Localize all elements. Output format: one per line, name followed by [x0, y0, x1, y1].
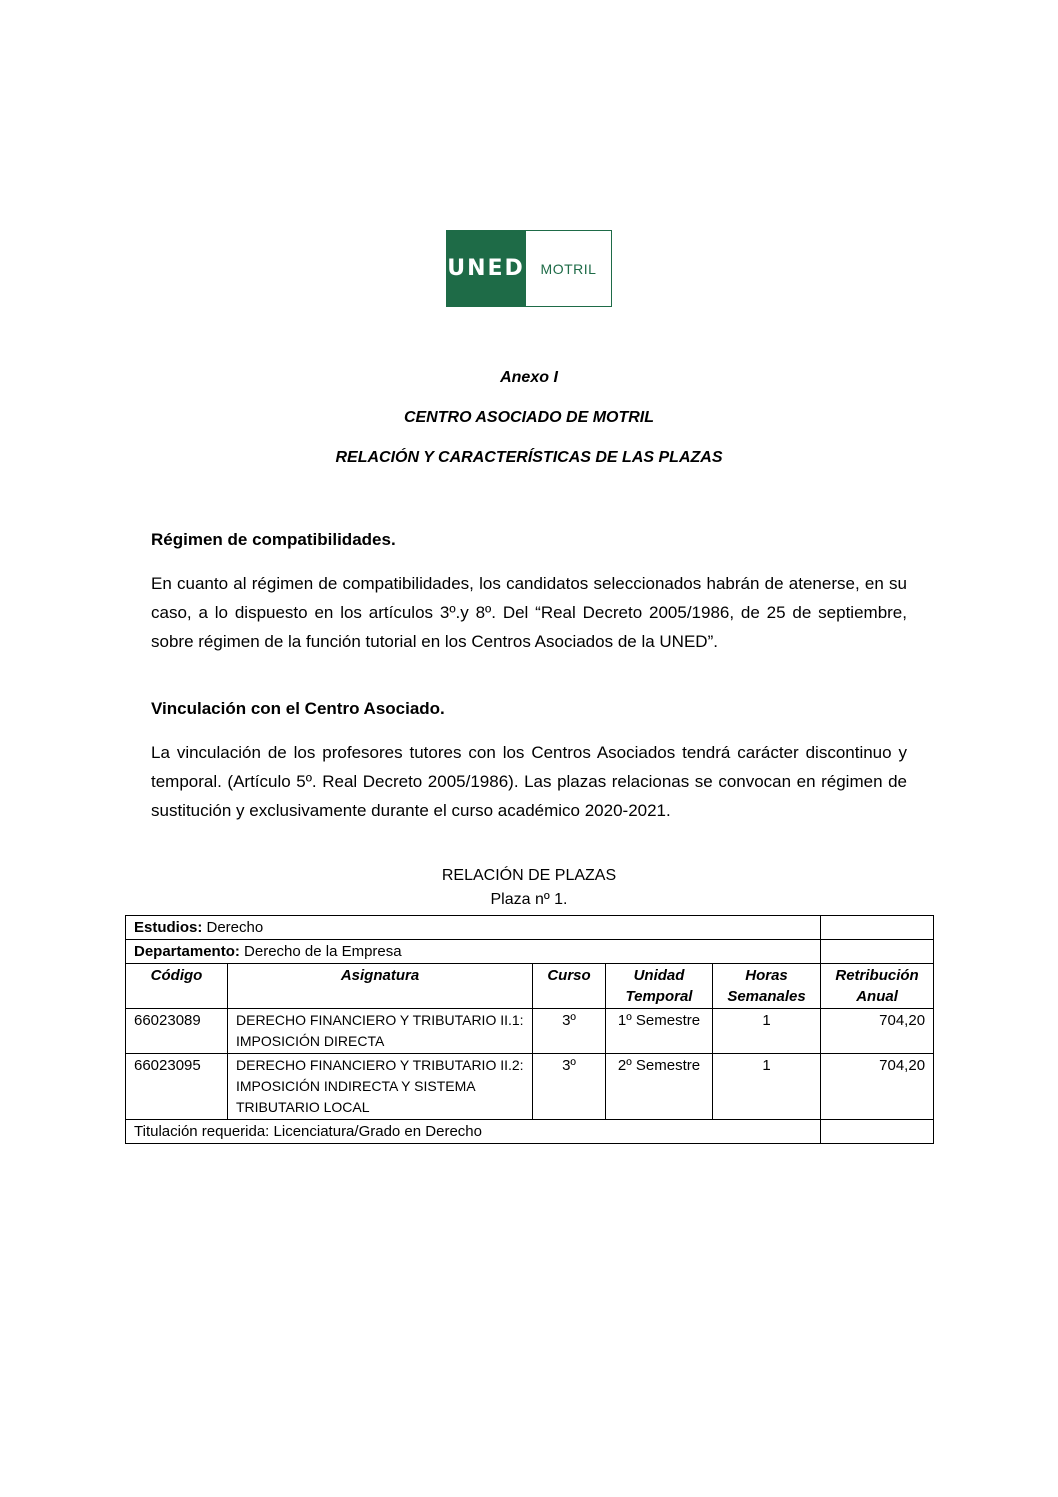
empty-cell [821, 1120, 934, 1144]
section-text-vinculacion: La vinculación de los profesores tutores con los Centros Asociados tendrá carácter discontinuo y temporal. (Artículo 5º. Real Decreto 2005/1986). Las plazas relacionas se convocan en régimen de sustitución y exclusivamente durante el curso académico 2020-2021. [151, 743, 907, 820]
section-title-vinculacion: Vinculación con el Centro Asociado. [151, 699, 445, 718]
estudios-label: Estudios: [134, 919, 203, 936]
unidad-cell: 1º Semestre [606, 1009, 713, 1054]
header-codigo: Código [126, 964, 228, 1009]
titulacion-cell: Titulación requerida: Licenciatura/Grado en Derecho [126, 1120, 821, 1144]
section-title-compatibilidades: Régimen de compatibilidades. [151, 530, 396, 549]
departamento-label: Departamento: [134, 943, 240, 960]
asignatura-cell: DERECHO FINANCIERO Y TRIBUTARIO II.1: IMPOSICIÓN DIRECTA [228, 1009, 533, 1054]
annex-title: Anexo I [500, 369, 558, 386]
table-row [126, 1054, 934, 1120]
estudios-cell [126, 916, 821, 940]
table-caption: RELACIÓN DE PLAZAS [441, 867, 617, 884]
departamento-value: Derecho de la Empresa [239, 943, 402, 960]
header-retribucion-anual: Retribución Anual [821, 964, 934, 1009]
empty-cell [821, 916, 934, 940]
retribucion-cell: 704,20 [821, 1054, 934, 1120]
unidad-cell: 2º Semestre [606, 1054, 713, 1120]
logo-center-name: MOTRIL [526, 230, 612, 307]
departamento-cell [126, 940, 821, 964]
relation-title: RELACIÓN Y CARACTERÍSTICAS DE LAS PLAZAS [335, 449, 723, 466]
horas-cell: 1 [713, 1009, 821, 1054]
titulacion-row [126, 1120, 934, 1144]
retribucion-cell: 704,20 [821, 1009, 934, 1054]
section-text-compatibilidades: En cuanto al régimen de compatibilidades, los candidatos seleccionados habrán de atenerse, en su caso, a lo dispuesto en los artículos 3º.y 8º. Del “Real Decreto 2005/1986, de 25 de septiembre, sobre régimen de la función tutorial en los Centros Asociados de la UNED”. [151, 574, 907, 651]
header-asignatura: Asignatura [228, 964, 533, 1009]
logo-brand: UNED [446, 230, 526, 307]
curso-cell: 3º [533, 1009, 606, 1054]
header-unidad-temporal: Unidad Temporal [606, 964, 713, 1009]
codigo-cell: 66023089 [126, 1009, 228, 1054]
empty-cell [821, 940, 934, 964]
horas-cell: 1 [713, 1054, 821, 1120]
departamento-row [126, 940, 934, 964]
plazas-table [125, 915, 934, 1144]
header-row [126, 964, 934, 1009]
header-curso: Curso [533, 964, 606, 1009]
center-title: CENTRO ASOCIADO DE MOTRIL [403, 409, 655, 426]
estudios-value: Derecho [202, 919, 264, 936]
codigo-cell: 66023095 [126, 1054, 228, 1120]
uned-logo [446, 230, 612, 307]
asignatura-cell: DERECHO FINANCIERO Y TRIBUTARIO II.2: IMPOSICIÓN INDIRECTA Y SISTEMA TRIBUTARIO LOCAL [228, 1054, 533, 1120]
curso-cell: 3º [533, 1054, 606, 1120]
estudios-row [126, 916, 934, 940]
header-horas-semanales: Horas Semanales [713, 964, 821, 1009]
table-row [126, 1009, 934, 1054]
plaza-number: Plaza nº 1. [490, 891, 568, 908]
